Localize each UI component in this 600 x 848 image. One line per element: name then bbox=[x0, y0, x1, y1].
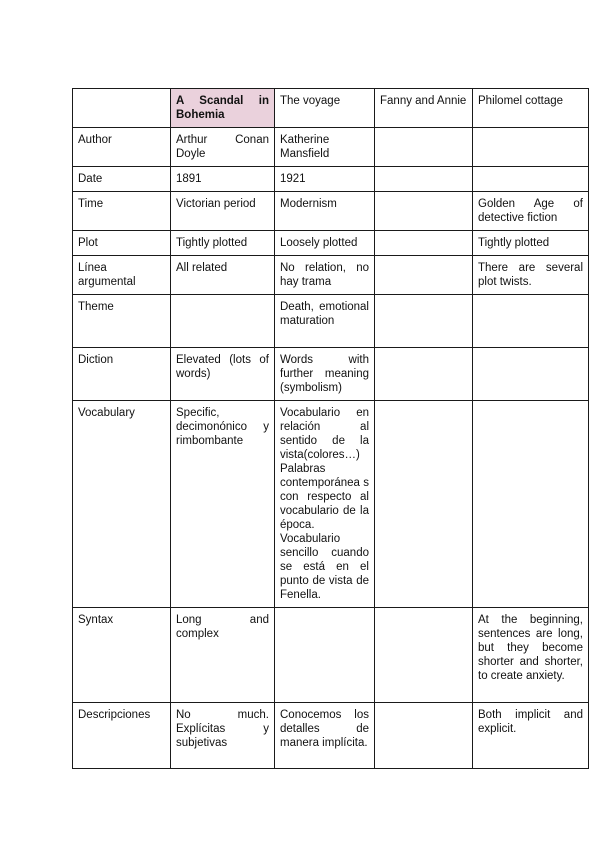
table-row-theme bbox=[73, 295, 589, 348]
table-cell: 1921 bbox=[275, 167, 375, 192]
table-cell: Arthur Conan Doyle bbox=[171, 128, 275, 167]
row-label: Time bbox=[73, 192, 171, 231]
table-cell: Long and complex bbox=[171, 608, 275, 703]
table-row-diction bbox=[73, 348, 589, 401]
header-cell-fanny-and-annie: Fanny and Annie bbox=[375, 89, 473, 128]
table-cell: There are several plot twists. bbox=[473, 256, 589, 295]
table-cell bbox=[375, 401, 473, 608]
table-cell bbox=[375, 192, 473, 231]
table-cell: Both implicit and explicit. bbox=[473, 703, 589, 769]
table-cell: Tightly plotted bbox=[473, 231, 589, 256]
table-row-syntax bbox=[73, 608, 589, 703]
header-cell-the-voyage: The voyage bbox=[275, 89, 375, 128]
table-row-vocabulary bbox=[73, 401, 589, 608]
table-cell: No relation, no hay trama bbox=[275, 256, 375, 295]
table-cell: Katherine Mansfield bbox=[275, 128, 375, 167]
table-cell bbox=[473, 128, 589, 167]
table-cell: Conocemos los detalles de manera implícita. bbox=[275, 703, 375, 769]
table-row-descripciones bbox=[73, 703, 589, 769]
table-cell: Victorian period bbox=[171, 192, 275, 231]
table-cell: At the beginning, sentences are long, but they become shorter and shorter, to create anxiety. bbox=[473, 608, 589, 703]
table-cell bbox=[375, 348, 473, 401]
table-cell: Golden Age of detective fiction bbox=[473, 192, 589, 231]
table-cell bbox=[171, 295, 275, 348]
table-cell: Tightly plotted bbox=[171, 231, 275, 256]
header-cell-scandal-in-bohemia: A Scandal in Bohemia bbox=[171, 89, 275, 128]
table-row-plot bbox=[73, 231, 589, 256]
table-cell bbox=[473, 348, 589, 401]
header-cell-philomel-cottage: Philomel cottage bbox=[473, 89, 589, 128]
row-label: Date bbox=[73, 167, 171, 192]
row-label: Descripciones bbox=[73, 703, 171, 769]
table-cell bbox=[375, 256, 473, 295]
table-cell bbox=[473, 295, 589, 348]
table-row-linea-argumental bbox=[73, 256, 589, 295]
table-cell: Loosely plotted bbox=[275, 231, 375, 256]
row-label: Plot bbox=[73, 231, 171, 256]
table-cell: 1891 bbox=[171, 167, 275, 192]
table-cell bbox=[473, 167, 589, 192]
row-label: Línea argumental bbox=[73, 256, 171, 295]
header-cell-empty bbox=[73, 89, 171, 128]
table-cell: All related bbox=[171, 256, 275, 295]
row-label: Syntax bbox=[73, 608, 171, 703]
table-cell bbox=[375, 295, 473, 348]
table-cell: Death, emotional maturation bbox=[275, 295, 375, 348]
table-cell: Vocabulario en relación al sentido de la vista(colores…) Palabras contemporánea s con respecto al vocabulario de la época. Vocabulario sencillo cuando se está en el punto de vista de Fenella. bbox=[275, 401, 375, 608]
row-label: Author bbox=[73, 128, 171, 167]
table-cell: No much. Explícitas y subjetivas bbox=[171, 703, 275, 769]
table-row-author bbox=[73, 128, 589, 167]
table-cell bbox=[275, 608, 375, 703]
table-row-time bbox=[73, 192, 589, 231]
table-cell: Words with further meaning (symbolism) bbox=[275, 348, 375, 401]
comparison-table bbox=[72, 88, 589, 769]
table-row-date bbox=[73, 167, 589, 192]
table-cell bbox=[473, 401, 589, 608]
row-label: Theme bbox=[73, 295, 171, 348]
table-cell bbox=[375, 231, 473, 256]
header-row bbox=[73, 89, 589, 128]
table-cell bbox=[375, 608, 473, 703]
table-cell bbox=[375, 703, 473, 769]
table-cell: Specific, decimonónico y rimbombante bbox=[171, 401, 275, 608]
table-cell: Modernism bbox=[275, 192, 375, 231]
table-cell bbox=[375, 167, 473, 192]
table-cell bbox=[375, 128, 473, 167]
table-cell: Elevated (lots of words) bbox=[171, 348, 275, 401]
row-label: Vocabulary bbox=[73, 401, 171, 608]
row-label: Diction bbox=[73, 348, 171, 401]
